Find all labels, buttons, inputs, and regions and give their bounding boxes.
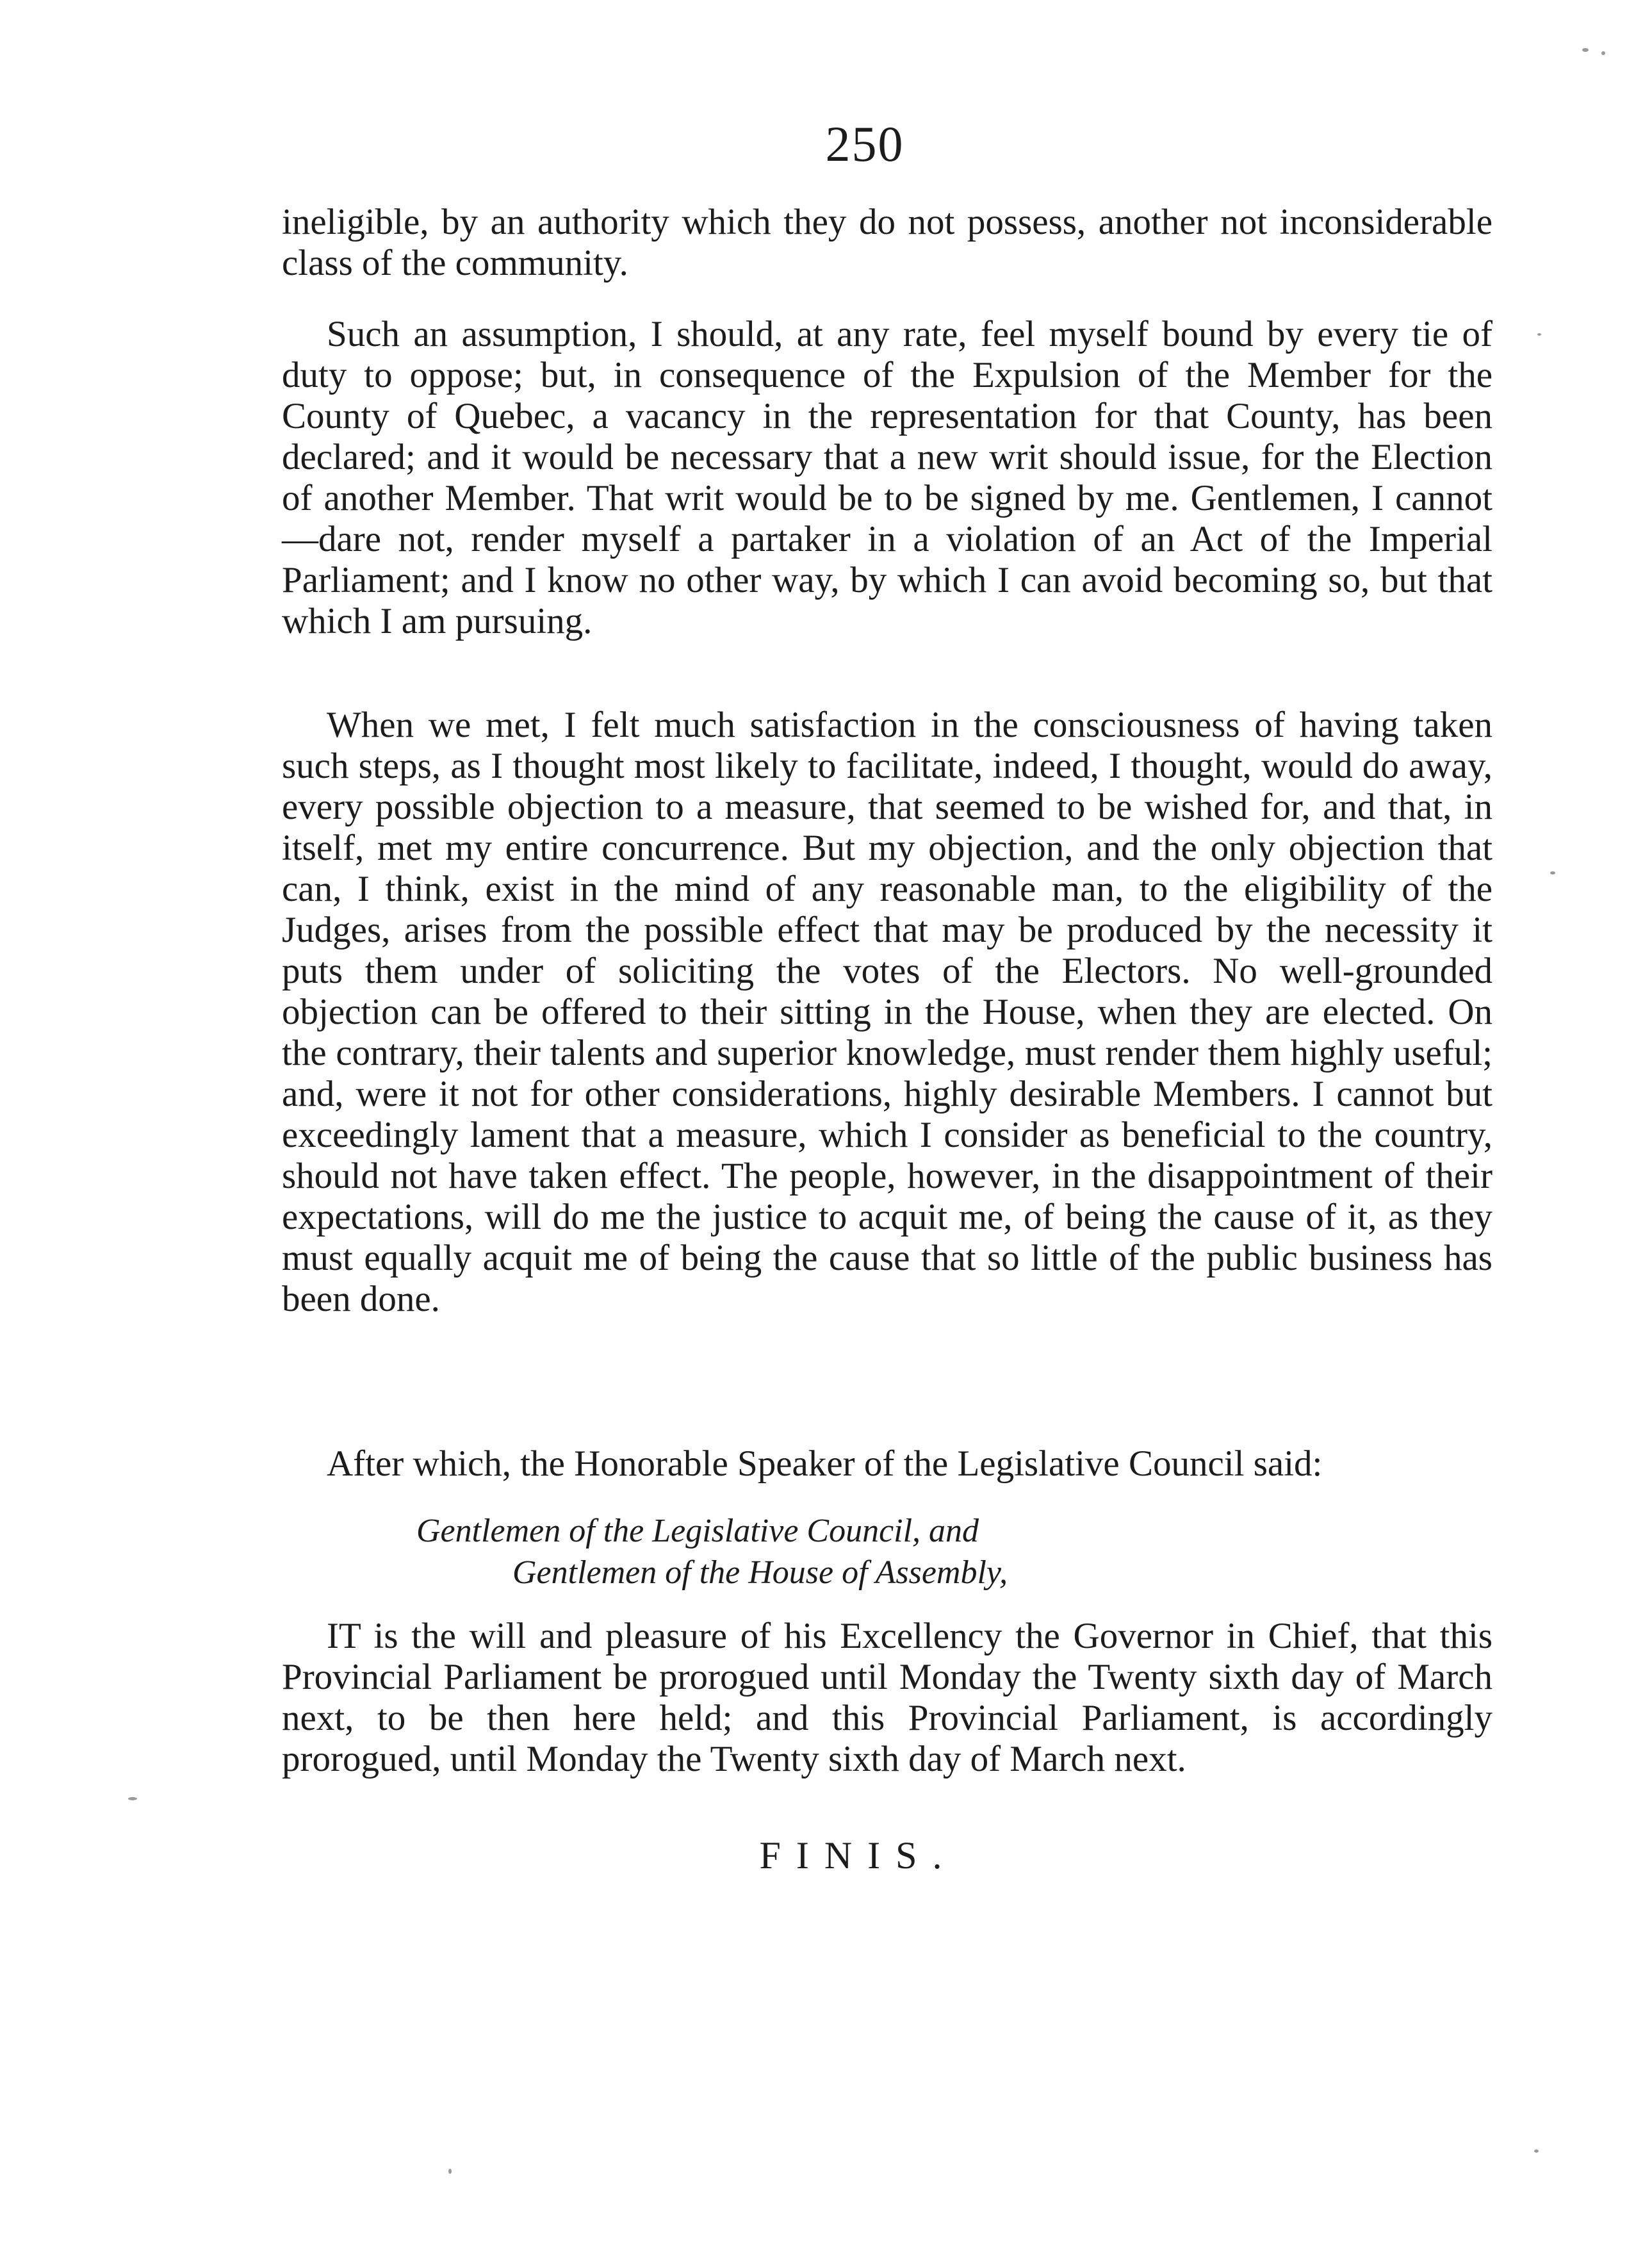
scan-speck <box>128 1797 137 1800</box>
finis-mark: FINIS. <box>759 1834 958 1877</box>
address-line-council: Gentlemen of the Legislative Council, and <box>416 1513 979 1549</box>
paragraph-text: ineligible, by an authority which they do not possess, another not inconsiderable class of the community. <box>282 202 1493 283</box>
address-line-assembly: Gentlemen of the House of Assembly, <box>512 1554 1008 1591</box>
paragraph-text: Such an assumption, I should, at any rate, feel myself bound by every tie of duty to oppose; but, in consequence of the Expulsion of the Member for the County of Quebec, a vacancy in the representation for that County, has been declared; and it would be necessary that a new writ should issue, for the Election of another Member. That writ would be to be signed by me. Gentlemen, I cannot—dare not, render myself a partaker in a violation of an Act of the Imperial Parliament; and I know no other way, by which I can avoid becoming so, but that which I am pursuing. <box>282 314 1493 641</box>
paragraph-continued <box>282 202 1493 284</box>
scan-speck <box>1537 333 1541 336</box>
paragraph-text: After which, the Honorable Speaker of the Legislative Council said: <box>327 1443 1323 1484</box>
paragraph-assumption <box>282 314 1493 642</box>
scan-speck <box>1550 871 1555 875</box>
scan-speck <box>1582 48 1589 52</box>
paragraph-text: IT is the will and pleasure of his Excellency the Governor in Chief, that this Provincial Parliament be prorogued until Monday the Twenty sixth day of March next, to be then here held; and this Provincial Parliament, is accordingly prorogued, until Monday the Twenty sixth day of March next. <box>282 1616 1493 1779</box>
paragraph-prorogation <box>282 1616 1493 1780</box>
paragraph-speaker-intro <box>282 1443 1493 1484</box>
paragraph-text: When we met, I felt much satisfaction in the consciousness of having taken such steps, as I thought most likely to facilitate, indeed, I thought, would do away, every possible objection to a measure, that seemed to be wished for, and that, in itself, met my entire concurrence. But my objection, and the only objection that can, I think, exist in the mind of any reasonable man, to the eligibility of the Judges, arises from the possible effect that may be produced by the necessity it puts them under of soliciting the votes of the Electors. No well-grounded objection can be offered to their sitting in the House, when they are elected. On the contrary, their talents and superior knowledge, must render them highly useful; and, were it not for other considerations, highly desirable Members. I cannot but exceedingly lament that a measure, which I consider as beneficial to the country, should not have taken effect. The people, however, in the disappointment of their expectations, will do me the justice to acquit me, of being the cause of it, as they must equally acquit me of being the cause that so little of the public business has been done. <box>282 705 1493 1319</box>
scan-speck <box>448 2169 452 2174</box>
paragraph-satisfaction <box>282 705 1493 1320</box>
page-number: 250 <box>825 116 904 172</box>
scan-speck <box>1601 51 1605 55</box>
scan-speck <box>1534 2149 1539 2153</box>
